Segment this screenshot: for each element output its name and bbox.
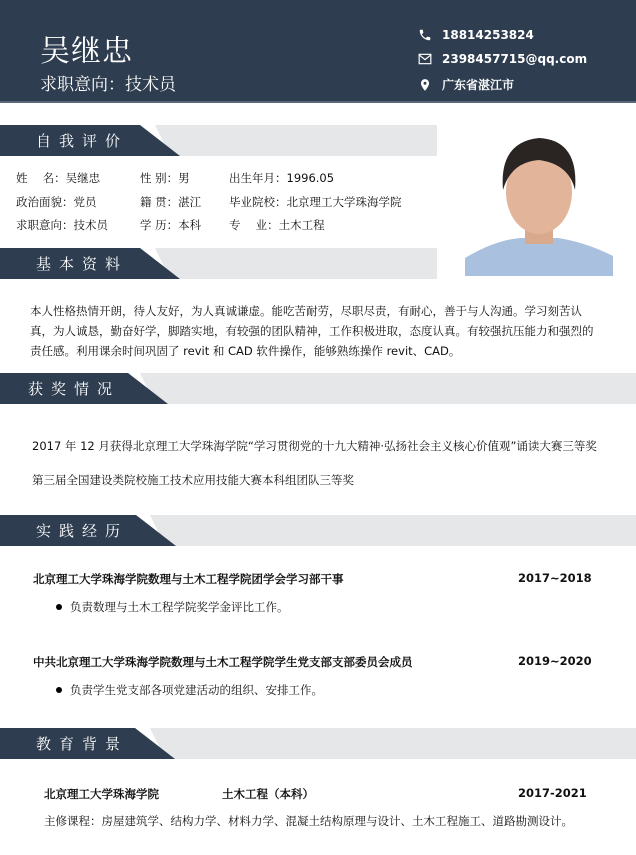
info-name: 姓 名：吴继忠	[16, 171, 101, 185]
practice-bullet	[56, 682, 323, 698]
section-header-basic	[0, 248, 437, 279]
info-major: 专 业：土木工程	[229, 218, 325, 232]
profile-paragraph: 本人性格热情开朗，待人友好，为人真诚谦虚。能吃苦耐劳，尽职尽责，有耐心，善于与人沟通。学习刻苦认真，为人诚恳，勤奋好学，脚踏实地，有较强的团队精神，工作积极进取，态度认真。有较强抗压能力和强烈的责任感。利用课余时间巩固了 revit 和 CAD 软件操作，能够熟练操作 revit、CAD。	[30, 304, 594, 358]
phone-text: 18814253824	[442, 28, 534, 42]
section-header-self	[0, 125, 437, 156]
header-banner	[0, 0, 636, 103]
info-politics: 政治面貌：党员	[16, 195, 97, 209]
info-origin: 籍 贯：湛江	[140, 195, 202, 209]
section-header-awards	[0, 373, 636, 404]
info-intent: 求职意向：技术员	[16, 218, 108, 232]
section-title: 教育背景	[36, 735, 129, 753]
section-title: 基本资料	[36, 255, 129, 273]
email-text: 2398457715@qq.com	[442, 52, 588, 66]
bullet-text: 负责数理与土木工程学院奖学金评比工作。	[70, 600, 289, 614]
job-intent: 求职意向：技术员	[40, 75, 176, 95]
award-item: 2017 年 12 月获得北京理工大学珠海学院“学习贯彻党的十九大精神·弘扬社会主义核心价值观”诵读大赛三等奖	[32, 439, 597, 453]
edu-courses: 主修课程：房屋建筑学、结构力学、材料力学、混凝土结构原理与设计、土木工程施工、道路勘测设计。	[44, 814, 573, 828]
location-pin-icon	[418, 78, 432, 92]
contact-location	[418, 76, 514, 93]
mail-icon	[418, 52, 432, 66]
location-text: 广东省湛江市	[442, 78, 515, 92]
candidate-name: 吴继忠	[40, 34, 133, 69]
practice-date: 2017~2018	[518, 571, 592, 585]
contact-email	[418, 52, 587, 66]
phone-icon	[418, 28, 432, 42]
section-header-education	[0, 728, 636, 759]
contact-phone	[418, 28, 534, 42]
section-title: 实践经历	[36, 522, 129, 540]
section-header-practice	[0, 515, 636, 546]
practice-title: 北京理工大学珠海学院数理与土木工程学院团学会学习部干事	[33, 572, 344, 586]
info-school: 毕业院校：北京理工大学珠海学院	[229, 195, 402, 209]
edu-date: 2017-2021	[518, 786, 587, 800]
practice-title: 中共北京理工大学珠海学院数理与土木工程学院学生党支部支部委员会成员	[33, 655, 413, 669]
award-item: 第三届全国建设类院校施工技术应用技能大赛本科组团队三等奖	[32, 473, 354, 487]
bullet-text: 负责学生党支部各项党建活动的组织、安排工作。	[70, 683, 323, 697]
info-gender: 性 别：男	[140, 171, 190, 185]
section-title: 获奖情况	[28, 380, 121, 398]
edu-school: 北京理工大学珠海学院	[44, 787, 159, 801]
practice-date: 2019~2020	[518, 654, 592, 668]
section-title: 自我评价	[36, 132, 129, 150]
info-birth: 出生年月：1996.05	[229, 171, 335, 185]
profile-photo	[465, 130, 613, 276]
edu-major: 土木工程（本科）	[222, 787, 314, 801]
practice-bullet	[56, 599, 289, 615]
info-degree: 学 历：本科	[140, 218, 202, 232]
